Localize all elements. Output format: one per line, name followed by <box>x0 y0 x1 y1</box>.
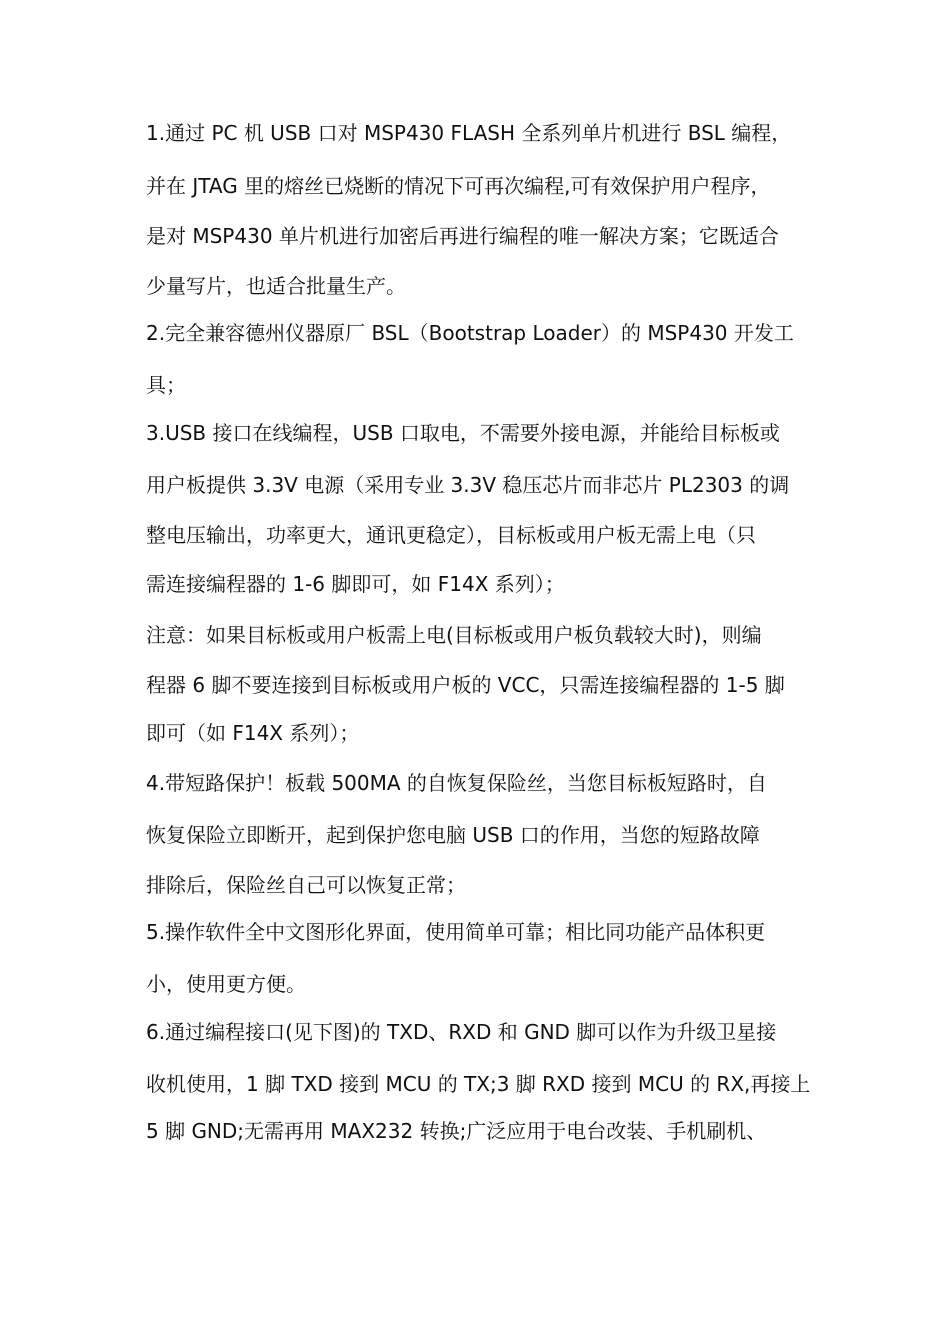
text-line: 5 脚 GND;无需再用 MAX232 转换;广泛应用于电台改装、手机刷机、 <box>146 1119 767 1143</box>
text-line: 收机使用，1 脚 TXD 接到 MCU 的 TX;3 脚 RXD 接到 MCU 的 RX,再接上 <box>146 1072 811 1096</box>
text-line: 少量写片，也适合批量生产。 <box>146 274 406 298</box>
text-line: 小，使用更方便。 <box>146 972 306 996</box>
text-line: 1.通过 PC 机 USB 口对 MSP430 FLASH 全系列单片机进行 BSL 编程， <box>146 121 792 145</box>
text-line: 并在 JTAG 里的熔丝已烧断的情况下可再次编程,可有效保护用户程序， <box>146 174 771 198</box>
text-line: 具； <box>146 373 186 397</box>
text-line: 4.带短路保护！板载 500MA 的自恢复保险丝，当您目标板短路时，自 <box>146 771 767 795</box>
text-line: 5.操作软件全中文图形化界面，使用简单可靠；相比同功能产品体积更 <box>146 920 766 944</box>
text-line: 用户板提供 3.3V 电源（采用专业 3.3V 稳压芯片而非芯片 PL2303 的调 <box>146 473 790 497</box>
text-line: 即可（如 F14X 系列）； <box>146 721 360 745</box>
text-line: 恢复保险立即断开，起到保护您电脑 USB 口的作用，当您的短路故障 <box>146 823 760 847</box>
text-line: 是对 MSP430 单片机进行加密后再进行编程的唯一解决方案；它既适合 <box>146 224 779 248</box>
text-line: 3.USB 接口在线编程，USB 口取电，不需要外接电源，并能给目标板或 <box>146 421 780 445</box>
text-line: 6.通过编程接口(见下图)的 TXD、RXD 和 GND 脚可以作为升级卫星接 <box>146 1020 777 1044</box>
text-line: 程器 6 脚不要连接到目标板或用户板的 VCC，只需连接编程器的 1-5 脚 <box>146 673 785 697</box>
text-line: 排除后，保险丝自己可以恢复正常； <box>146 873 466 897</box>
text-line: 整电压输出，功率更大，通讯更稳定），目标板或用户板无需上电（只 <box>146 523 756 547</box>
text-line: 2.完全兼容德州仪器原厂 BSL（Bootstrap Loader）的 MSP430 开发工 <box>146 321 794 345</box>
text-line: 注意：如果目标板或用户板需上电(目标板或用户板负载较大时)，则编 <box>146 623 762 647</box>
text-line: 需连接编程器的 1-6 脚即可，如 F14X 系列）； <box>146 572 565 596</box>
